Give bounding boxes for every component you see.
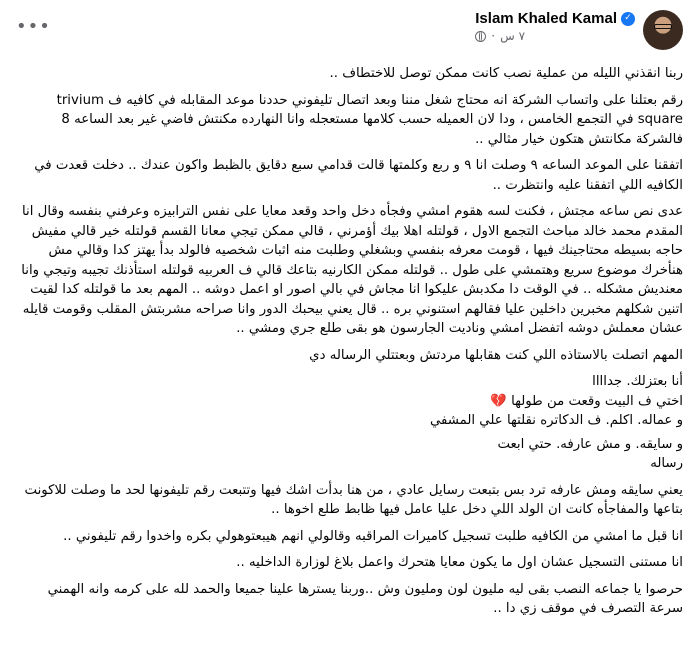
more-options-icon[interactable]: ••• [16,16,51,37]
globe-icon[interactable] [475,31,486,42]
post-time[interactable]: ٧ س [500,29,526,43]
verified-badge-icon: ✓ [621,12,635,26]
post-paragraph: انا مستنى التسجيل عشان اول ما يكون معايا هتحرك واعمل بلاغ لوزارة الداخليه .. [236,555,683,570]
post-paragraph: ربنا انقذني الليله من عملية نصب كانت ممكن توصل للاختطاف .. [329,66,683,81]
author-name-row [475,10,635,27]
post-meta [475,10,635,43]
post-paragraph: رقم بعتلنا على واتساب الشركة انه محتاج شغل مننا وبعد اتصال تليفوني حددنا موعد المقابله في كافيه ف trivium square في التجمع الخامس ، ودا لان العميله حسب كلامها مستعجله وانا النهارده مكنتش فاضي غير بعد الساعه 8 فالشركة مكانتش هتكون خيار مثالي .. [56,92,683,147]
post-body [16,64,683,619]
post-paragraph: المهم اتصلت بالاستاذه اللي كنت هقابلها مردتش وبعتتلي الرساله دي [309,347,683,363]
quoted-message: و سايقه. و مش عارفه. حتي ابعت رساله [497,436,683,471]
quoted-message: أنا بعتزلك. جداااا اختي ف البيت وقعت من طولها 💔 و عماله. اكلم. ف الدكاتره نقلتها علي المشفي [429,374,683,428]
post-paragraph: حرصوا يا جماعه النصب بقى ليه مليون لون ومليون وش ..وربنا يسترها علينا جميعا والحمد لله على كرمه وانه الهمني سرعة التصرف في موقف زي دا .. [47,581,683,616]
post-paragraph: انا قبل ما امشي من الكافيه طلبت تسجيل كاميرات المراقبه وقالولي انهم هيبعتوهولي بكره واخدوا رقم تليفوني .. [63,528,683,544]
post-header [16,10,683,64]
avatar-glasses [654,24,672,29]
post-subline [475,29,525,43]
separator-dot: · [491,29,496,43]
post-paragraph: اتفقنا على الموعد الساعه ٩ وصلت انا ٩ و ربع وكلمتها قالت قدامي سبع دقايق بالظبط واكون عندك .. دخلت قعدت في الكافيه اللي اتفقنا عليه وانتظرت .. [34,158,683,193]
author-name[interactable]: Islam Khaled Kamal [475,10,617,27]
post-paragraph: يعني سايقه ومش عارفه ترد بس بتبعت رسايل عادي ، من هنا بدأت اشك فيها وتتبعت رقم تليفونها لحد ما وصلت للاكونت بتاعها والمفاجأه كانت ان الولد اللي دخل عليا عامل فيها ظابط طلع اخوها .. [24,482,683,517]
author-avatar[interactable] [643,10,683,50]
post-paragraph: عدى نص ساعه مجتش ، فكنت لسه هقوم امشي وفجأه دخل واحد وقعد معايا على نفس الترابيزه وعرفني بنفسه وقال انا المقدم محمد خالد مباحث التجمع الاول ، قولتله اهلا بيك أؤمرني ، قالي ممكن تيجي معانا القسم قولتله خير قالي مفيش حاجه بسيطه محتاجينك فيها ، قومت معرفه بنفسي وبشغلي وطلبت منه اثبات شخصيه فالولد بدأ يهتز كدا وقالي مش هنأخرك موضوع سريع وهتمشي على طول .. قولتله ممكن الكارنيه بتاعك قالي ف العربيه قولتله استأذنك تجيبه وتيجي وانا معنديش مشكله .. في الوقت دا مكدبش عليكوا انا مجاش في بالي اصور او اعمل دوشه .. المهم بعد ما قولتله كدا لقيت اتنين شكلهم مخبرين داخلين عليا فقالهم استنوني بره .. قال يعني بيحبك الدور وانا صراحه مشربتش المقلب وقومت قايله عشان معملش دوشه اتفضل امشي وناديت الجارسون هو بقى طلع جري ومشي .. [21,204,683,336]
